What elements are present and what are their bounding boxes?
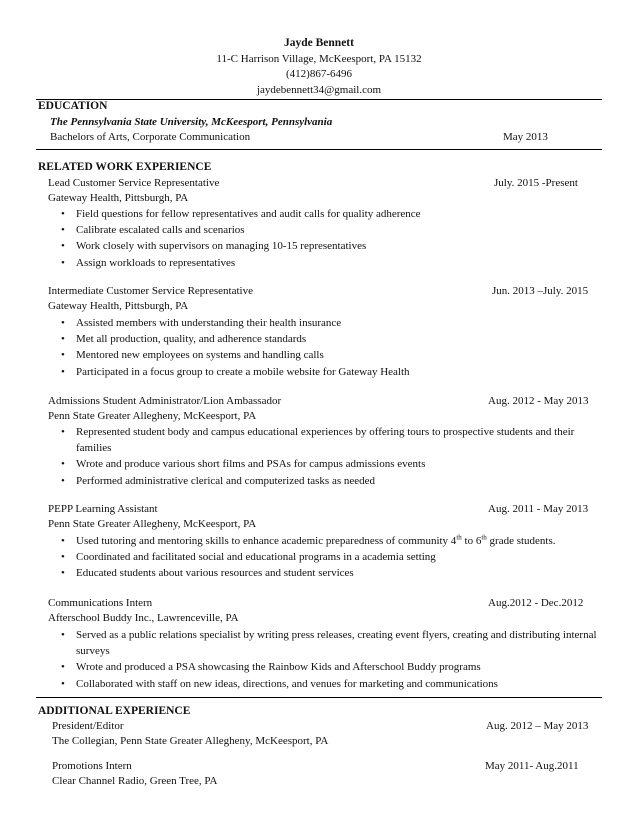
contact-header bbox=[0, 36, 638, 98]
job-bullets bbox=[48, 206, 608, 271]
job-organization: Gateway Health, Pittsburgh, PA bbox=[48, 192, 189, 204]
job-title: PEPP Learning Assistant bbox=[48, 503, 158, 515]
job-organization: Afterschool Buddy Inc., Lawrenceville, PA bbox=[48, 612, 239, 624]
list-item: • Met all production, quality, and adherence standards bbox=[48, 331, 608, 347]
education-date: May 2013 bbox=[503, 131, 548, 143]
job-organization: Gateway Health, Pittsburgh, PA bbox=[48, 300, 189, 312]
list-item: • Served as a public relations specialist by writing press releases, creating event flyers, creating and distributing internal surveys bbox=[48, 627, 608, 659]
school-name: The Pennsylvania State University, McKeesport, Pennsylvania bbox=[50, 116, 333, 128]
job-date: Aug. 2011 - May 2013 bbox=[488, 503, 589, 515]
section-title-additional: ADDITIONAL EXPERIENCE bbox=[38, 705, 191, 717]
list-item: • Collaborated with staff on new ideas, directions, and venues for marketing and communications bbox=[48, 676, 608, 692]
job-title: Admissions Student Administrator/Lion Ambassador bbox=[48, 395, 282, 407]
list-item: • Assign workloads to representatives bbox=[48, 255, 608, 271]
list-item: • Work closely with supervisors on managing 10-15 representatives bbox=[48, 238, 608, 254]
divider bbox=[36, 99, 602, 100]
additional-role: President/Editor bbox=[52, 720, 124, 732]
list-item: • Coordinated and facilitated social and educational programs in a academia setting bbox=[48, 549, 608, 565]
additional-organization: Clear Channel Radio, Green Tree, PA bbox=[52, 775, 218, 787]
job-title: Lead Customer Service Representative bbox=[48, 177, 220, 189]
job-date: Jun. 2013 –July. 2015 bbox=[492, 285, 589, 297]
list-item: • Performed administrative clerical and computerized tasks as needed bbox=[48, 473, 608, 489]
job-bullets bbox=[48, 424, 608, 489]
job-organization: Penn State Greater Allegheny, McKeesport, PA bbox=[48, 518, 257, 530]
degree: Bachelors of Arts, Corporate Communication bbox=[50, 131, 251, 143]
email: jaydebennett34@gmail.com bbox=[256, 83, 382, 96]
job-date: Aug. 2012 - May 2013 bbox=[488, 395, 589, 407]
phone: (412)867-6496 bbox=[286, 68, 352, 80]
list-item: • Mentored new employees on systems and handling calls bbox=[48, 347, 608, 363]
list-item: • Represented student body and campus educational experiences by offering tours to prospective students and their families bbox=[48, 424, 608, 456]
list-item: • Educated students about various resources and student services bbox=[48, 565, 608, 581]
additional-role: Promotions Intern bbox=[52, 760, 132, 772]
job-title: Communications Intern bbox=[48, 597, 153, 609]
job-bullets bbox=[48, 315, 608, 380]
divider bbox=[36, 697, 602, 698]
section-title-work: RELATED WORK EXPERIENCE bbox=[38, 161, 212, 173]
list-item: • Used tutoring and mentoring skills to enhance academic preparedness of community 4th to 6th grade students. bbox=[48, 533, 608, 549]
section-title-education: EDUCATION bbox=[38, 100, 108, 112]
list-item: • Participated in a focus group to create a mobile website for Gateway Health bbox=[48, 364, 608, 380]
divider bbox=[36, 149, 602, 150]
list-item: • Wrote and produced a PSA showcasing the Rainbow Kids and Afterschool Buddy programs bbox=[48, 659, 608, 675]
list-item: • Calibrate escalated calls and scenarios bbox=[48, 222, 608, 238]
job-title: Intermediate Customer Service Representative bbox=[48, 285, 253, 297]
job-date: Aug.2012 - Dec.2012 bbox=[488, 597, 584, 609]
job-organization: Penn State Greater Allegheny, McKeesport, PA bbox=[48, 410, 257, 422]
job-bullets bbox=[48, 533, 608, 582]
additional-date: Aug. 2012 – May 2013 bbox=[486, 720, 589, 732]
list-item: • Wrote and produce various short films and PSAs for campus admissions events bbox=[48, 456, 608, 472]
address: 11-C Harrison Village, McKeesport, PA 15132 bbox=[216, 52, 422, 65]
candidate-name: Jayde Bennett bbox=[284, 37, 354, 49]
additional-date: May 2011- Aug.2011 bbox=[485, 760, 579, 772]
additional-organization: The Collegian, Penn State Greater Allegheny, McKeesport, PA bbox=[52, 735, 329, 747]
job-bullets bbox=[48, 627, 608, 692]
list-item: • Assisted members with understanding their health insurance bbox=[48, 315, 608, 331]
list-item: • Field questions for fellow representatives and audit calls for quality adherence bbox=[48, 206, 608, 222]
job-date: July. 2015 -Present bbox=[494, 177, 578, 189]
